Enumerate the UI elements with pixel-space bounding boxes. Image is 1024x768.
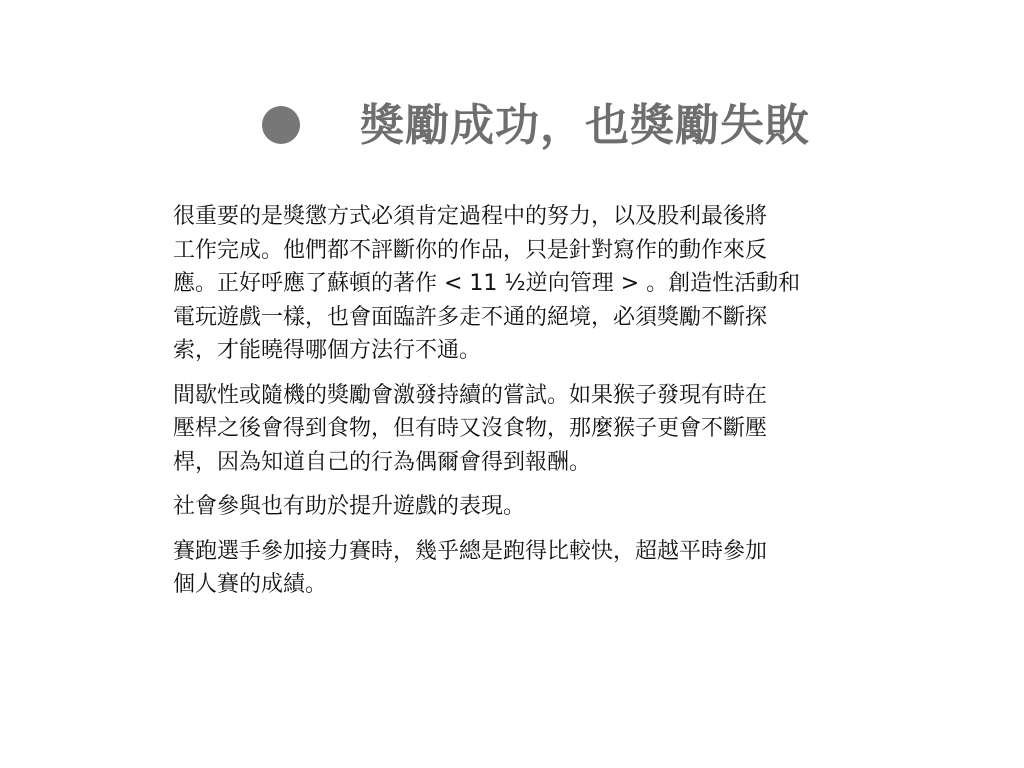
slide-title: 獎勵成功，也獎勵失敗 (360, 100, 810, 151)
paragraph-line: 間歇性或隨機的獎勵會激發持續的嘗試。如果猴子發現有時在 (173, 382, 768, 408)
title-row (260, 96, 900, 160)
paragraph-line: 壓桿之後會得到食物，但有時又沒食物，那麼猴子更會不斷壓 (173, 416, 768, 441)
paragraph-line: 桿，因為知道自己的行為偶爾會得到報酬。 (173, 449, 592, 475)
paragraph-4 (173, 535, 873, 602)
paragraph-line: 索，才能曉得哪個方法行不通。 (173, 338, 482, 363)
paragraph-line: 工作完成。他們都不評斷你的作品，只是針對寫作的動作來反 (173, 237, 768, 263)
paragraph-line: 應。正好呼應了蘇頓的著作 < 11 ½逆向管理 > 。創造性活動和 (173, 271, 801, 296)
paragraph-line: 賽跑選手參加接力賽時，幾乎總是跑得比較快，超越平時參加 (173, 538, 768, 564)
paragraph-line: 很重要的是獎懲方式必須肯定過程中的努力，以及股利最後將 (173, 204, 768, 229)
paragraph-1 (173, 200, 873, 368)
paragraph-line: 電玩遊戲一樣，也會面臨許多走不通的絕境，必須獎勵不斷探 (173, 304, 768, 330)
paragraph-line: 社會參與也有助於提升遊戲的表現。 (173, 494, 526, 519)
paragraph-line: 個人賽的成績。 (173, 572, 328, 597)
bullet-icon (262, 106, 300, 144)
paragraph-3 (173, 490, 873, 524)
slide-body (173, 200, 873, 613)
paragraph-2 (173, 379, 873, 480)
